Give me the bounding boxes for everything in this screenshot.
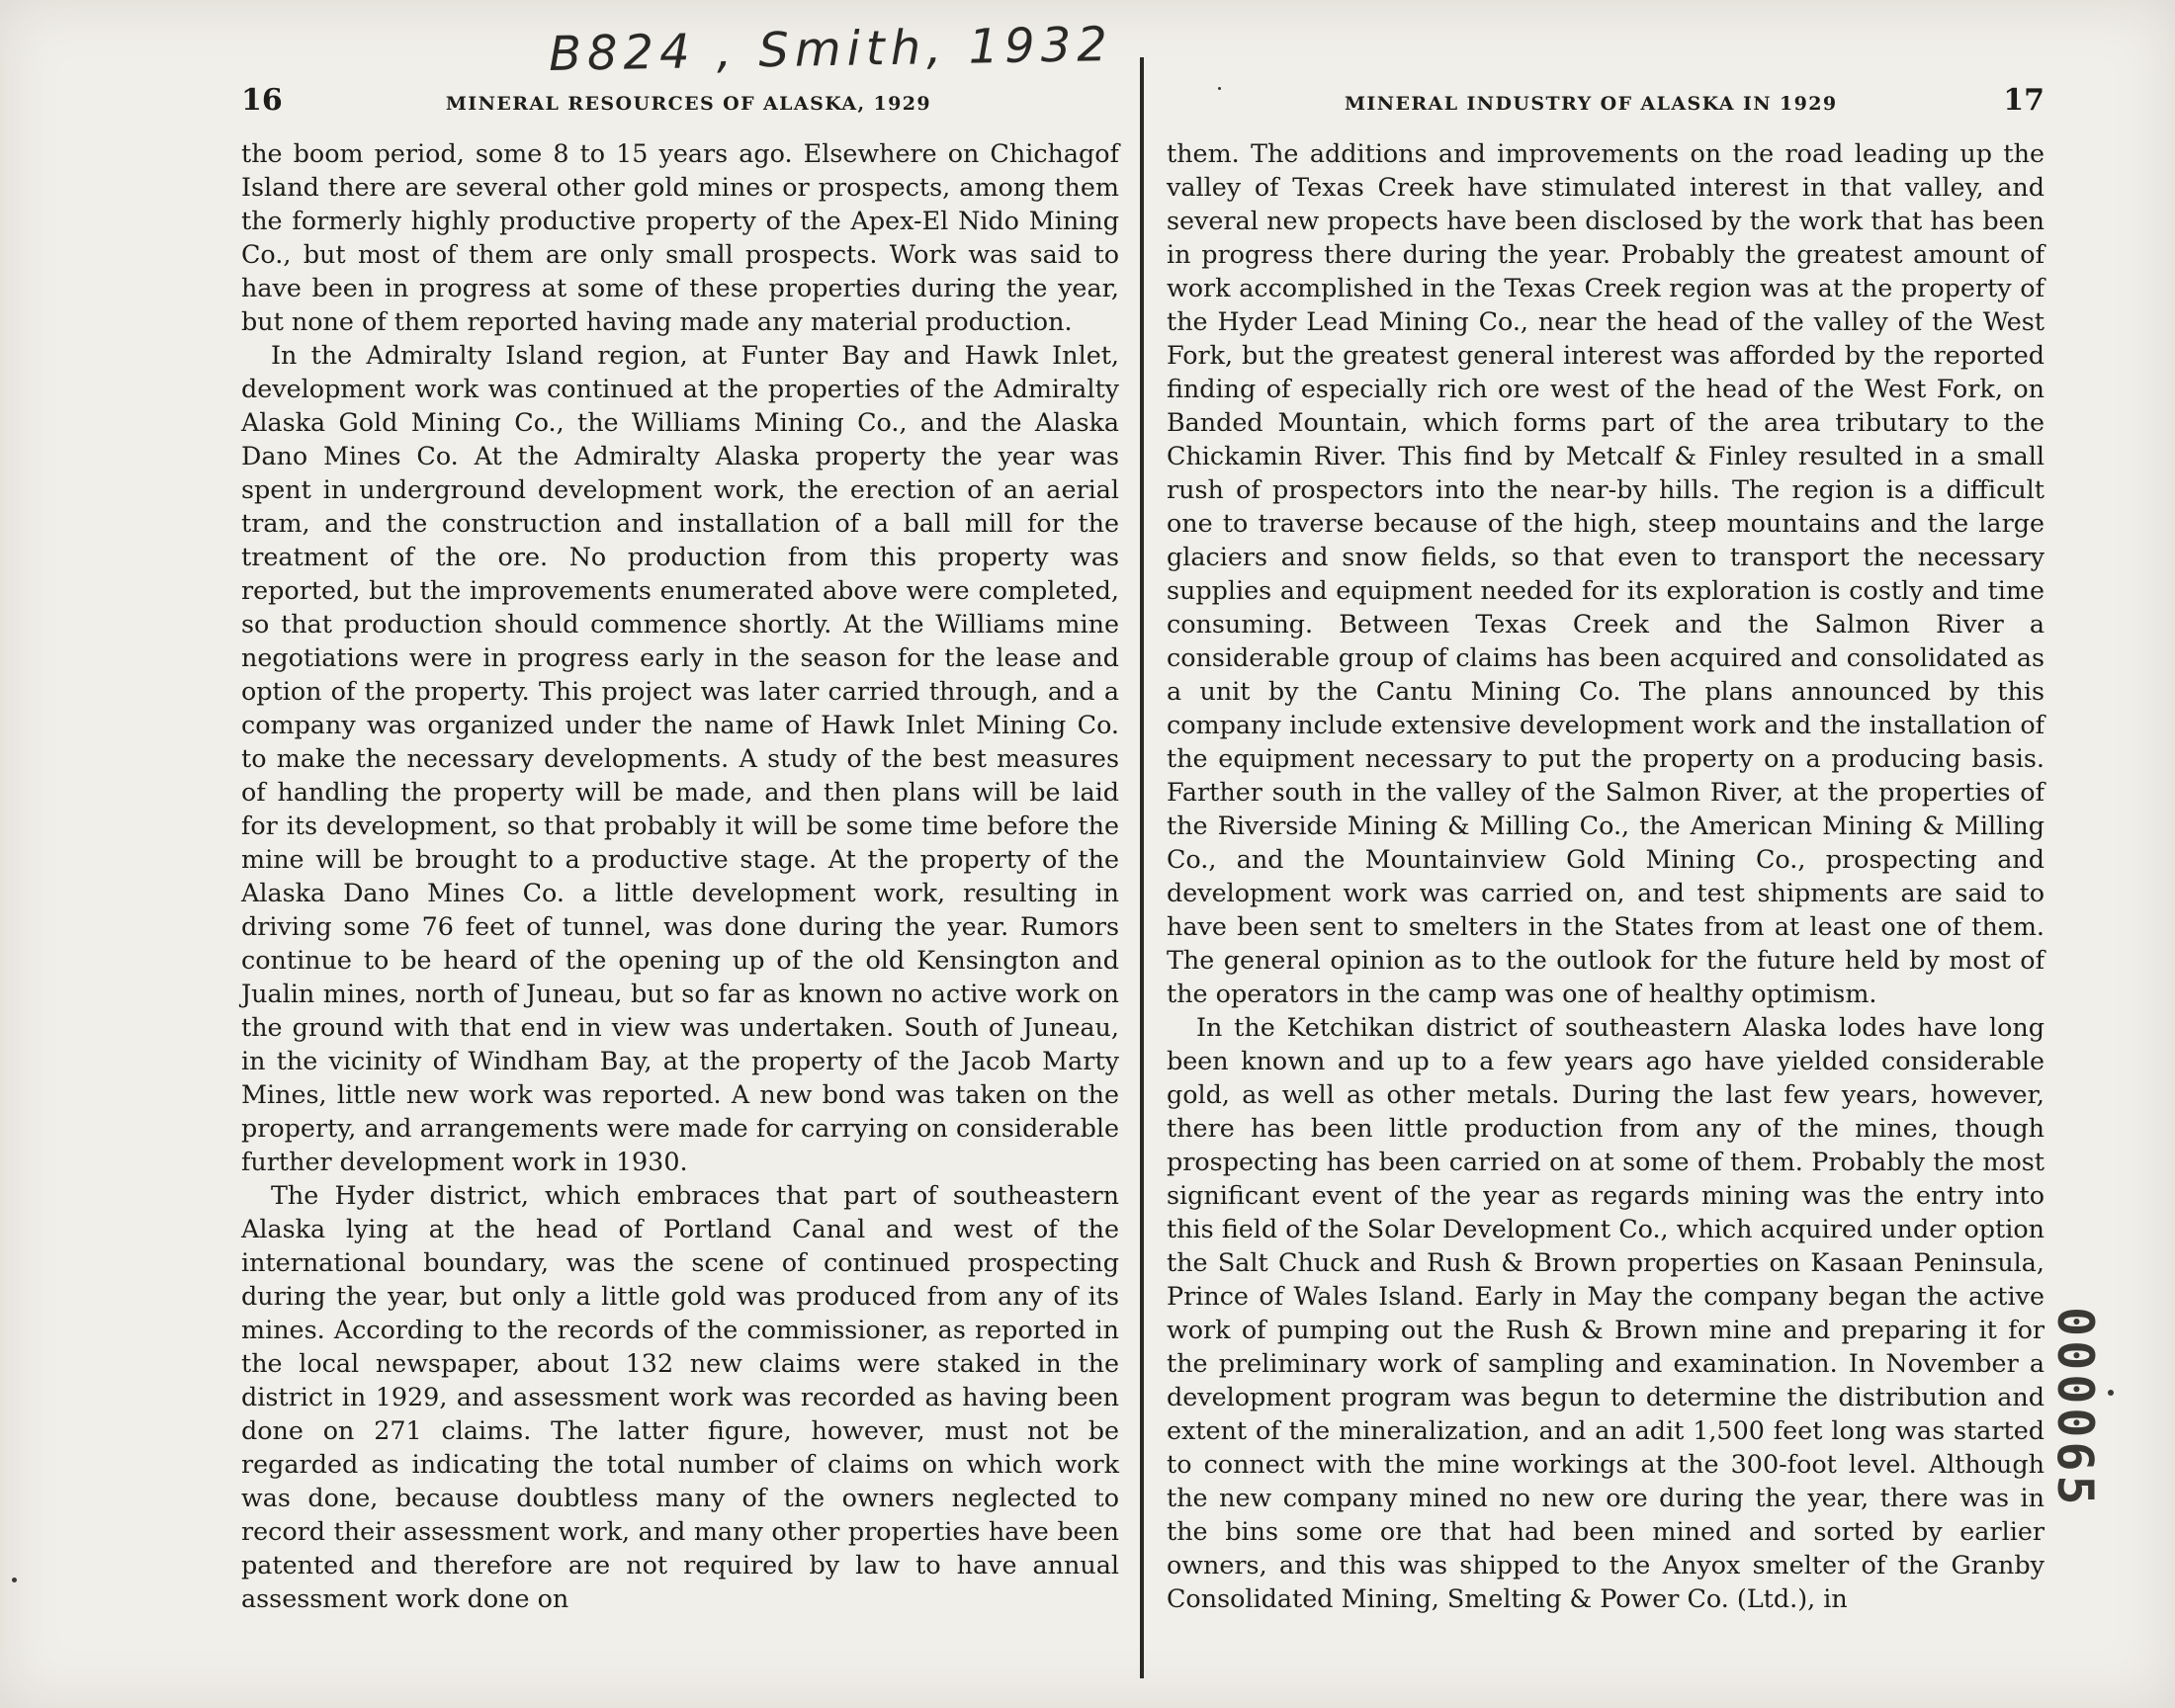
left-page	[241, 83, 1119, 1615]
left-paragraph-2: In the Admiralty Island region, at Funter Bay and Hawk Inlet, development work was continued at the properties of the Admiralty Alaska Gold Mining Co., the Williams Mining Co., and the Alaska Dano Mines Co. At the Admiralty Alaska property the year was spent in underground development work, the erection of an aerial tram, and the construction and installation of a ball mill for the treatment of the ore. No production from this property was reported, but the improvements enumerated above were completed, so that production should commence shortly. At the Williams mine negotiations were in progress early in the season for the lease and option of the property. This project was later carried through, and a company was organized under the name of Hawk Inlet Mining Co. to make the necessary developments. A study of the best measures of handling the property will be made, and then plans will be laid for its development, so that probably it will be some time before the mine will be brought to a productive stage. At the property of the Alaska Dano Mines Co. a little development work, resulting in driving some 76 feet of tunnel, was done during the year. Rumors continue to be heard of the opening up of the old Kensington and Jualin mines, north of Juneau, but so far as known no active work on the ground with that end in view was undertaken. South of Juneau, in the vicinity of Windham Bay, at the property of the Jacob Marty Mines, little new work was reported. A new bond was taken on the property, and arrangements were made for carrying on considerable further development work in 1930.	[241, 340, 1119, 1176]
right-paragraph-1: them. The additions and improvements on the road leading up the valley of Texas Creek have stimulated interest in that valley, and several new propects have been disclosed by the work that has been in progress there during the year. Probably the greatest amount of work accomplished in the Texas Creek region was at the property of the Hyder Lead Mining Co., near the head of the valley of the West Fork, but the greatest general interest was afforded by the reported finding of especially rich ore west of the head of the West Fork, on Banded Mountain, which forms part of the area tributary to the Chickamin River. This find by Metcalf & Finley resulted in a small rush of prospectors into the near-by hills. The region is a difficult one to traverse because of the high, steep mountains and the large glaciers and snow fields, so that even to transport the necessary supplies and equipment needed for its exploration is costly and time consuming. Between Texas Creek and the Salmon River a considerable group of claims has been acquired and consolidated as a unit by the Cantu Mining Co. The plans announced by this company include extensive development work and the installation of the equipment necessary to put the property on a producing basis. Farther south in the valley of the Salmon River, at the properties of the Riverside Mining & Milling Co., the American Mining & Milling Co., and the Mountainview Gold Mining Co., prospecting and development work was carried on, and test shipments are said to have been sent to smelters in the States from at least one of them. The general opinion as to the outlook for the future held by most of the operators in the camp was one of healthy optimism.	[1167, 138, 2044, 1008]
handwritten-annotation: B824 , Smith, 1932	[548, 17, 1114, 82]
archive-stamp-number: 000065	[2046, 1307, 2104, 1509]
left-running-title: MINERAL RESOURCES OF ALASKA, 1929	[445, 93, 931, 115]
right-page-number: 17	[2003, 83, 2044, 118]
left-paragraph-3: The Hyder district, which embraces that part of southeastern Alaska lying at the head of Portland Canal and west of the international boundary, was the scene of continued prospecting during the year, but only a little gold was produced from any of its mines. According to the records of the commissioner, as reported in the local newspaper, about 132 new claims were staked in the district in 1929, and assessment work was recorded as having been done on 271 claims. The latter figure, however, must not be regarded as indicating the total number of claims on which work was done, because doubtless many of the owners neglected to record their assessment work, and many other properties have been patented and therefore are not required by law to have annual assessment work done on	[241, 1180, 1119, 1613]
scan-speck	[2108, 1390, 2114, 1396]
scan-speck	[12, 1578, 17, 1582]
left-page-number: 16	[241, 83, 283, 118]
right-paragraph-2: In the Ketchikan district of southeastern Alaska lodes have long been known and up to a few years ago have yielded considerable gold, as well as other metals. During the last few years, however, there has been little production from any of the mines, though prospecting has been carried on at some of them. Probably the most significant event of the year as regards mining was the entry into this field of the Solar Development Co., which acquired under option the Salt Chuck and Rush & Brown properties on Kasaan Peninsula, Prince of Wales Island. Early in May the company began the active work of pumping out the Rush & Brown mine and preparing it for the preliminary work of sampling and examination. In November a development program was begun to determine the distribution and extent of the mineralization, and an adit 1,500 feet long was started to connect with the mine workings at the 300-foot level. Although the new company mined no new ore during the year, there was in the bins some ore that had been mined and sorted by earlier owners, and this was shipped to the Anyox smelter of the Granby Consolidated Mining, Smelting & Power Co. (Ltd.), in	[1167, 1012, 2044, 1613]
left-paragraph-1: the boom period, some 8 to 15 years ago. Elsewhere on Chichagof Island there are several other gold mines or prospects, among them the formerly highly productive property of the Apex-El Nido Mining Co., but most of them are only small prospects. Work was said to have been in progress at some of these properties during the year, but none of them reported having made any material production.	[241, 138, 1119, 336]
left-running-head	[241, 83, 1119, 123]
scan-speck	[1218, 87, 1221, 90]
right-page	[1167, 83, 2044, 1615]
right-running-title: MINERAL INDUSTRY OF ALASKA IN 1929	[1345, 93, 1838, 115]
page-divider	[1140, 57, 1144, 1678]
right-running-head	[1167, 83, 2044, 123]
